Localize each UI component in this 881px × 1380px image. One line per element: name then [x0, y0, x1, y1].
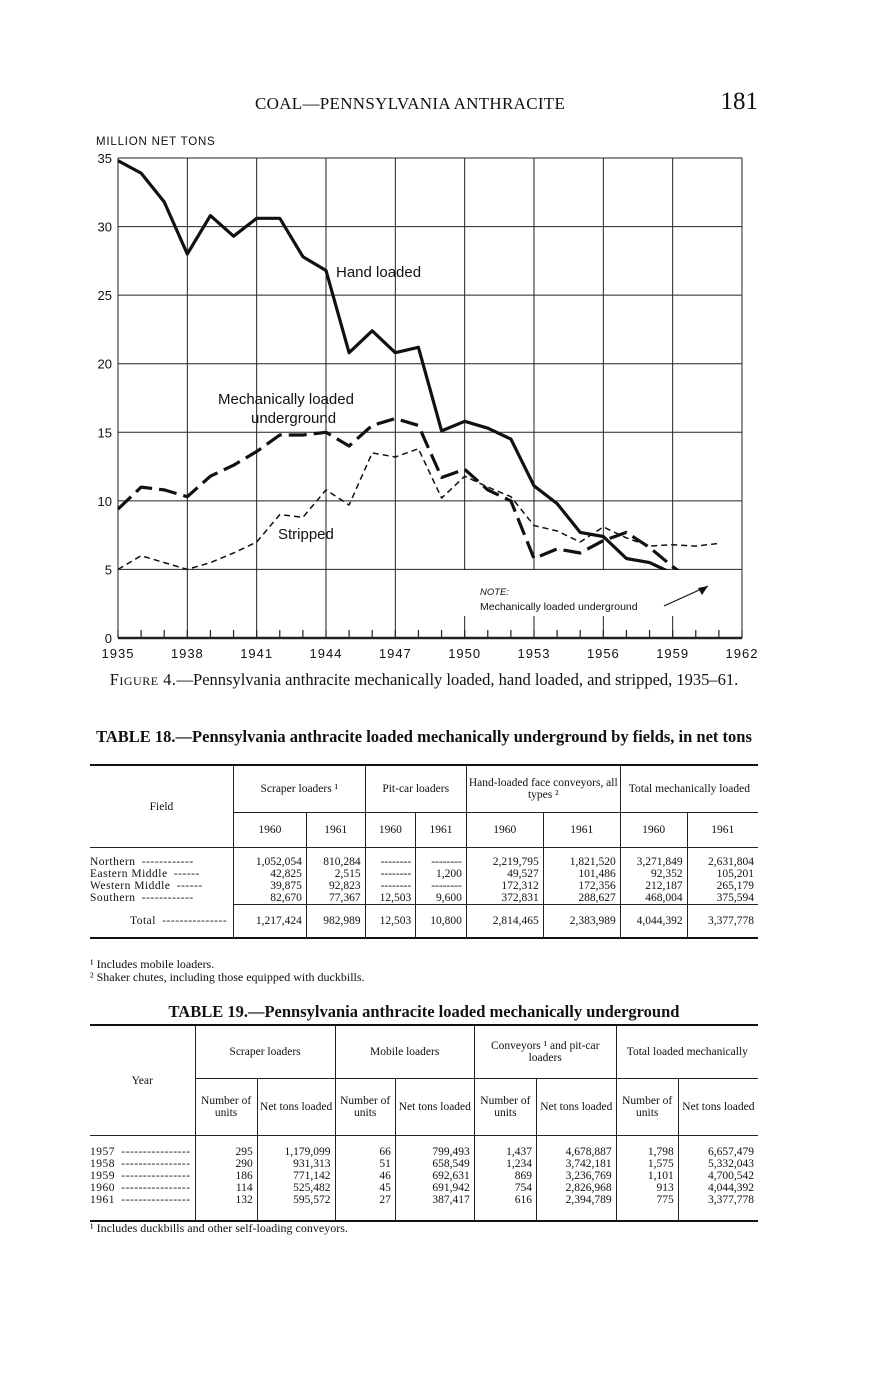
table-cell: 4,044,392 — [678, 1182, 758, 1194]
figure-caption-lead: Figure 4. — [109, 670, 177, 689]
table18-title: TABLE 18.—Pennsylvania anthracite loaded mechanically underground by fields, in net tons — [96, 727, 752, 746]
table-cell: 82,670 — [233, 892, 306, 905]
table-cell: 810,284 — [306, 848, 365, 869]
table-cell: 39,875 — [233, 880, 306, 892]
table-cell: 775 — [616, 1194, 678, 1221]
table-cell: 595,572 — [257, 1194, 335, 1221]
y-tick-label: 0 — [104, 631, 112, 646]
total-cell: 1,217,424 — [233, 905, 306, 939]
row-label: 1957 ---------------- — [90, 1146, 191, 1158]
table18-year-header: 1960 — [365, 813, 416, 848]
table18-group-conveyors: Hand-loaded face conveyors, all types ² — [466, 765, 620, 813]
running-head — [90, 88, 758, 118]
table-cell: 4,678,887 — [536, 1136, 616, 1159]
total-cell: 2,814,465 — [466, 905, 543, 939]
table19-group-total: Total loaded mechanically — [616, 1025, 758, 1079]
table-cell: 913 — [616, 1182, 678, 1194]
y-tick-label: 30 — [97, 219, 112, 235]
line-label-hand-loaded: Hand loaded — [336, 264, 422, 281]
page-number: 181 — [720, 88, 758, 115]
y-tick-label: 5 — [104, 562, 112, 578]
chart-grid — [118, 158, 742, 638]
empty-cell: -------- — [365, 868, 416, 880]
row-label: Eastern Middle ------ — [90, 868, 200, 880]
table-cell: 101,486 — [543, 868, 620, 880]
x-tick-label: 1953 — [517, 646, 551, 661]
table-cell: 771,142 — [257, 1170, 335, 1182]
table19-footnote: ¹ Includes duckbills and other self-loading conveyors. — [90, 1221, 348, 1235]
table-row — [90, 892, 758, 905]
y-axis-label: MILLION NET TONS — [96, 136, 216, 148]
table-cell: 372,831 — [466, 892, 543, 905]
x-tick-label: 1950 — [448, 646, 482, 661]
row-label: Southern ------------ — [90, 892, 194, 904]
table-cell: 27 — [335, 1194, 395, 1221]
table18-group-total: Total mechanically loaded — [620, 765, 758, 813]
table-cell: 799,493 — [395, 1136, 474, 1159]
table18-footnote: ¹ Includes mobile loaders. — [90, 957, 215, 971]
y-tick-label: 25 — [97, 288, 112, 304]
table-row — [90, 1136, 758, 1159]
table-cell: 1,437 — [474, 1136, 536, 1159]
y-tick-label: 20 — [97, 356, 112, 372]
table19-subhead: Number of units — [474, 1079, 536, 1136]
total-cell: 12,503 — [365, 905, 416, 939]
empty-cell: -------- — [416, 848, 467, 869]
x-tick-label: 1956 — [586, 646, 620, 661]
table-row — [90, 848, 758, 869]
table-cell: 754 — [474, 1182, 536, 1194]
total-cell: 10,800 — [416, 905, 467, 939]
table19-subhead: Number of units — [195, 1079, 257, 1136]
line-chart — [80, 130, 780, 670]
empty-cell: -------- — [416, 880, 467, 892]
table-cell: 132 — [195, 1194, 257, 1221]
table-cell: 172,356 — [543, 880, 620, 892]
table-cell: 1,052,054 — [233, 848, 306, 869]
table-row — [90, 1158, 758, 1170]
table-cell: 2,219,795 — [466, 848, 543, 869]
table-cell: 212,187 — [620, 880, 687, 892]
total-cell: 4,044,392 — [620, 905, 687, 939]
table19-subhead: Number of units — [616, 1079, 678, 1136]
table-cell: 616 — [474, 1194, 536, 1221]
series-line-2 — [118, 449, 719, 570]
table-cell: 525,482 — [257, 1182, 335, 1194]
table18-year-header: 1961 — [687, 813, 758, 848]
table-cell: 931,313 — [257, 1158, 335, 1170]
table-cell: 114 — [195, 1182, 257, 1194]
table-cell: 66 — [335, 1136, 395, 1159]
table-cell: 1,101 — [616, 1170, 678, 1182]
table-cell: 691,942 — [395, 1182, 474, 1194]
table18-year-header: 1960 — [620, 813, 687, 848]
table18-year-header: 1960 — [233, 813, 306, 848]
table-cell: 658,549 — [395, 1158, 474, 1170]
table-cell: 92,352 — [620, 868, 687, 880]
y-tick-label: 35 — [97, 151, 112, 166]
table-cell: 4,700,542 — [678, 1170, 758, 1182]
row-label: 1961 ---------------- — [90, 1194, 191, 1206]
table-cell: 3,377,778 — [678, 1194, 758, 1221]
table-cell: 42,825 — [233, 868, 306, 880]
table-cell: 6,657,479 — [678, 1136, 758, 1159]
table18-body — [90, 848, 758, 939]
table-cell: 77,367 — [306, 892, 365, 905]
empty-cell: -------- — [365, 880, 416, 892]
table-cell: 49,527 — [466, 868, 543, 880]
row-label: 1959 ---------------- — [90, 1170, 191, 1182]
total-cell: 2,383,989 — [543, 905, 620, 939]
figure-caption — [90, 670, 758, 689]
table-cell: 45 — [335, 1182, 395, 1194]
table-total-row — [90, 905, 758, 939]
table-cell: 265,179 — [687, 880, 758, 892]
table19-group-mobile: Mobile loaders — [335, 1025, 474, 1079]
table-cell: 295 — [195, 1136, 257, 1159]
table-row — [90, 1194, 758, 1221]
y-tick-label: 10 — [97, 493, 112, 509]
line-label-stripped: Stripped — [278, 526, 334, 543]
table19 — [90, 1024, 758, 1222]
row-label: Northern ------------ — [90, 856, 194, 868]
table19-group-conveyors: Conveyors ¹ and pit-car loaders — [474, 1025, 616, 1079]
table-cell: 5,332,043 — [678, 1158, 758, 1170]
table19-body — [90, 1136, 758, 1222]
table19-title: TABLE 19.—Pennsylvania anthracite loaded mechanically underground — [168, 1002, 680, 1021]
table-cell: 1,179,099 — [257, 1136, 335, 1159]
table-row — [90, 1170, 758, 1182]
note-text: Mechanically loaded underground — [480, 601, 638, 613]
table-cell: 387,417 — [395, 1194, 474, 1221]
table-cell: 869 — [474, 1170, 536, 1182]
table19-footnotes — [90, 1222, 348, 1235]
table18-group-scraper: Scraper loaders ¹ — [233, 765, 365, 813]
table19-group-scraper: Scraper loaders — [195, 1025, 335, 1079]
table-cell: 12,503 — [365, 892, 416, 905]
x-tick-label: 1944 — [309, 646, 343, 661]
empty-cell: -------- — [365, 848, 416, 869]
table-cell: 1,798 — [616, 1136, 678, 1159]
row-label: 1960 ---------------- — [90, 1182, 191, 1194]
table19-subhead: Net tons loaded — [395, 1079, 474, 1136]
table-cell: 2,631,804 — [687, 848, 758, 869]
table-cell: 2,826,968 — [536, 1182, 616, 1194]
table-cell: 1,575 — [616, 1158, 678, 1170]
table-cell: 172,312 — [466, 880, 543, 892]
x-tick-label: 1938 — [170, 646, 204, 661]
line-label-mech-2: underground — [251, 410, 337, 427]
total-cell: 3,377,778 — [687, 905, 758, 939]
table-cell: 290 — [195, 1158, 257, 1170]
table18-footnote: ² Shaker chutes, including those equipped with duckbills. — [90, 970, 365, 984]
table19-year-header: Year — [90, 1025, 195, 1136]
table18-year-header: 1961 — [543, 813, 620, 848]
table-cell: 1,821,520 — [543, 848, 620, 869]
table19-subhead: Net tons loaded — [257, 1079, 335, 1136]
table-cell: 692,631 — [395, 1170, 474, 1182]
table19-subhead: Net tons loaded — [536, 1079, 616, 1136]
table19-subhead: Number of units — [335, 1079, 395, 1136]
table-cell: 375,594 — [687, 892, 758, 905]
total-label: Total --------------- — [130, 914, 228, 927]
note-label: NOTE: — [480, 587, 510, 598]
row-label: Western Middle ------ — [90, 880, 203, 892]
table-cell: 9,600 — [416, 892, 467, 905]
table18-year-header: 1961 — [306, 813, 365, 848]
table18-footnotes — [90, 958, 365, 984]
table-cell: 3,236,769 — [536, 1170, 616, 1182]
table-cell: 2,394,789 — [536, 1194, 616, 1221]
table18-year-header: 1960 — [466, 813, 543, 848]
x-tick-label: 1941 — [240, 646, 274, 661]
x-tick-label: 1959 — [656, 646, 690, 661]
table-row — [90, 880, 758, 892]
table19-subhead: Net tons loaded — [678, 1079, 758, 1136]
table-cell: 186 — [195, 1170, 257, 1182]
table-cell: 46 — [335, 1170, 395, 1182]
table-cell: 468,004 — [620, 892, 687, 905]
table18-group-pitcar: Pit-car loaders — [365, 765, 466, 813]
y-tick-label: 15 — [97, 425, 112, 441]
x-tick-label: 1962 — [725, 646, 759, 661]
table-cell: 3,742,181 — [536, 1158, 616, 1170]
total-cell: 982,989 — [306, 905, 365, 939]
table-cell: 3,271,849 — [620, 848, 687, 869]
figure-caption-text: —Pennsylvania anthracite mechanically loaded, hand loaded, and stripped, 1935–61. — [176, 670, 739, 689]
table18-year-header: 1961 — [416, 813, 467, 848]
running-title: COAL—PENNSYLVANIA ANTHRACITE — [255, 94, 566, 113]
table-cell: 51 — [335, 1158, 395, 1170]
table-cell: 1,200 — [416, 868, 467, 880]
table-cell: 92,823 — [306, 880, 365, 892]
x-tick-label: 1947 — [378, 646, 412, 661]
series-line-1 — [118, 419, 719, 592]
x-tick-label: 1935 — [101, 646, 135, 661]
table-cell: 2,515 — [306, 868, 365, 880]
chart-series — [118, 161, 719, 592]
table-row — [90, 1182, 758, 1194]
table-row — [90, 868, 758, 880]
table-cell: 1,234 — [474, 1158, 536, 1170]
series-line-0 — [118, 161, 719, 592]
row-label: 1958 ---------------- — [90, 1158, 191, 1170]
table18-field-header: Field — [90, 765, 233, 848]
line-label-mech-1: Mechanically loaded — [218, 391, 354, 408]
table-cell: 105,201 — [687, 868, 758, 880]
table-cell: 288,627 — [543, 892, 620, 905]
table18 — [90, 764, 758, 939]
